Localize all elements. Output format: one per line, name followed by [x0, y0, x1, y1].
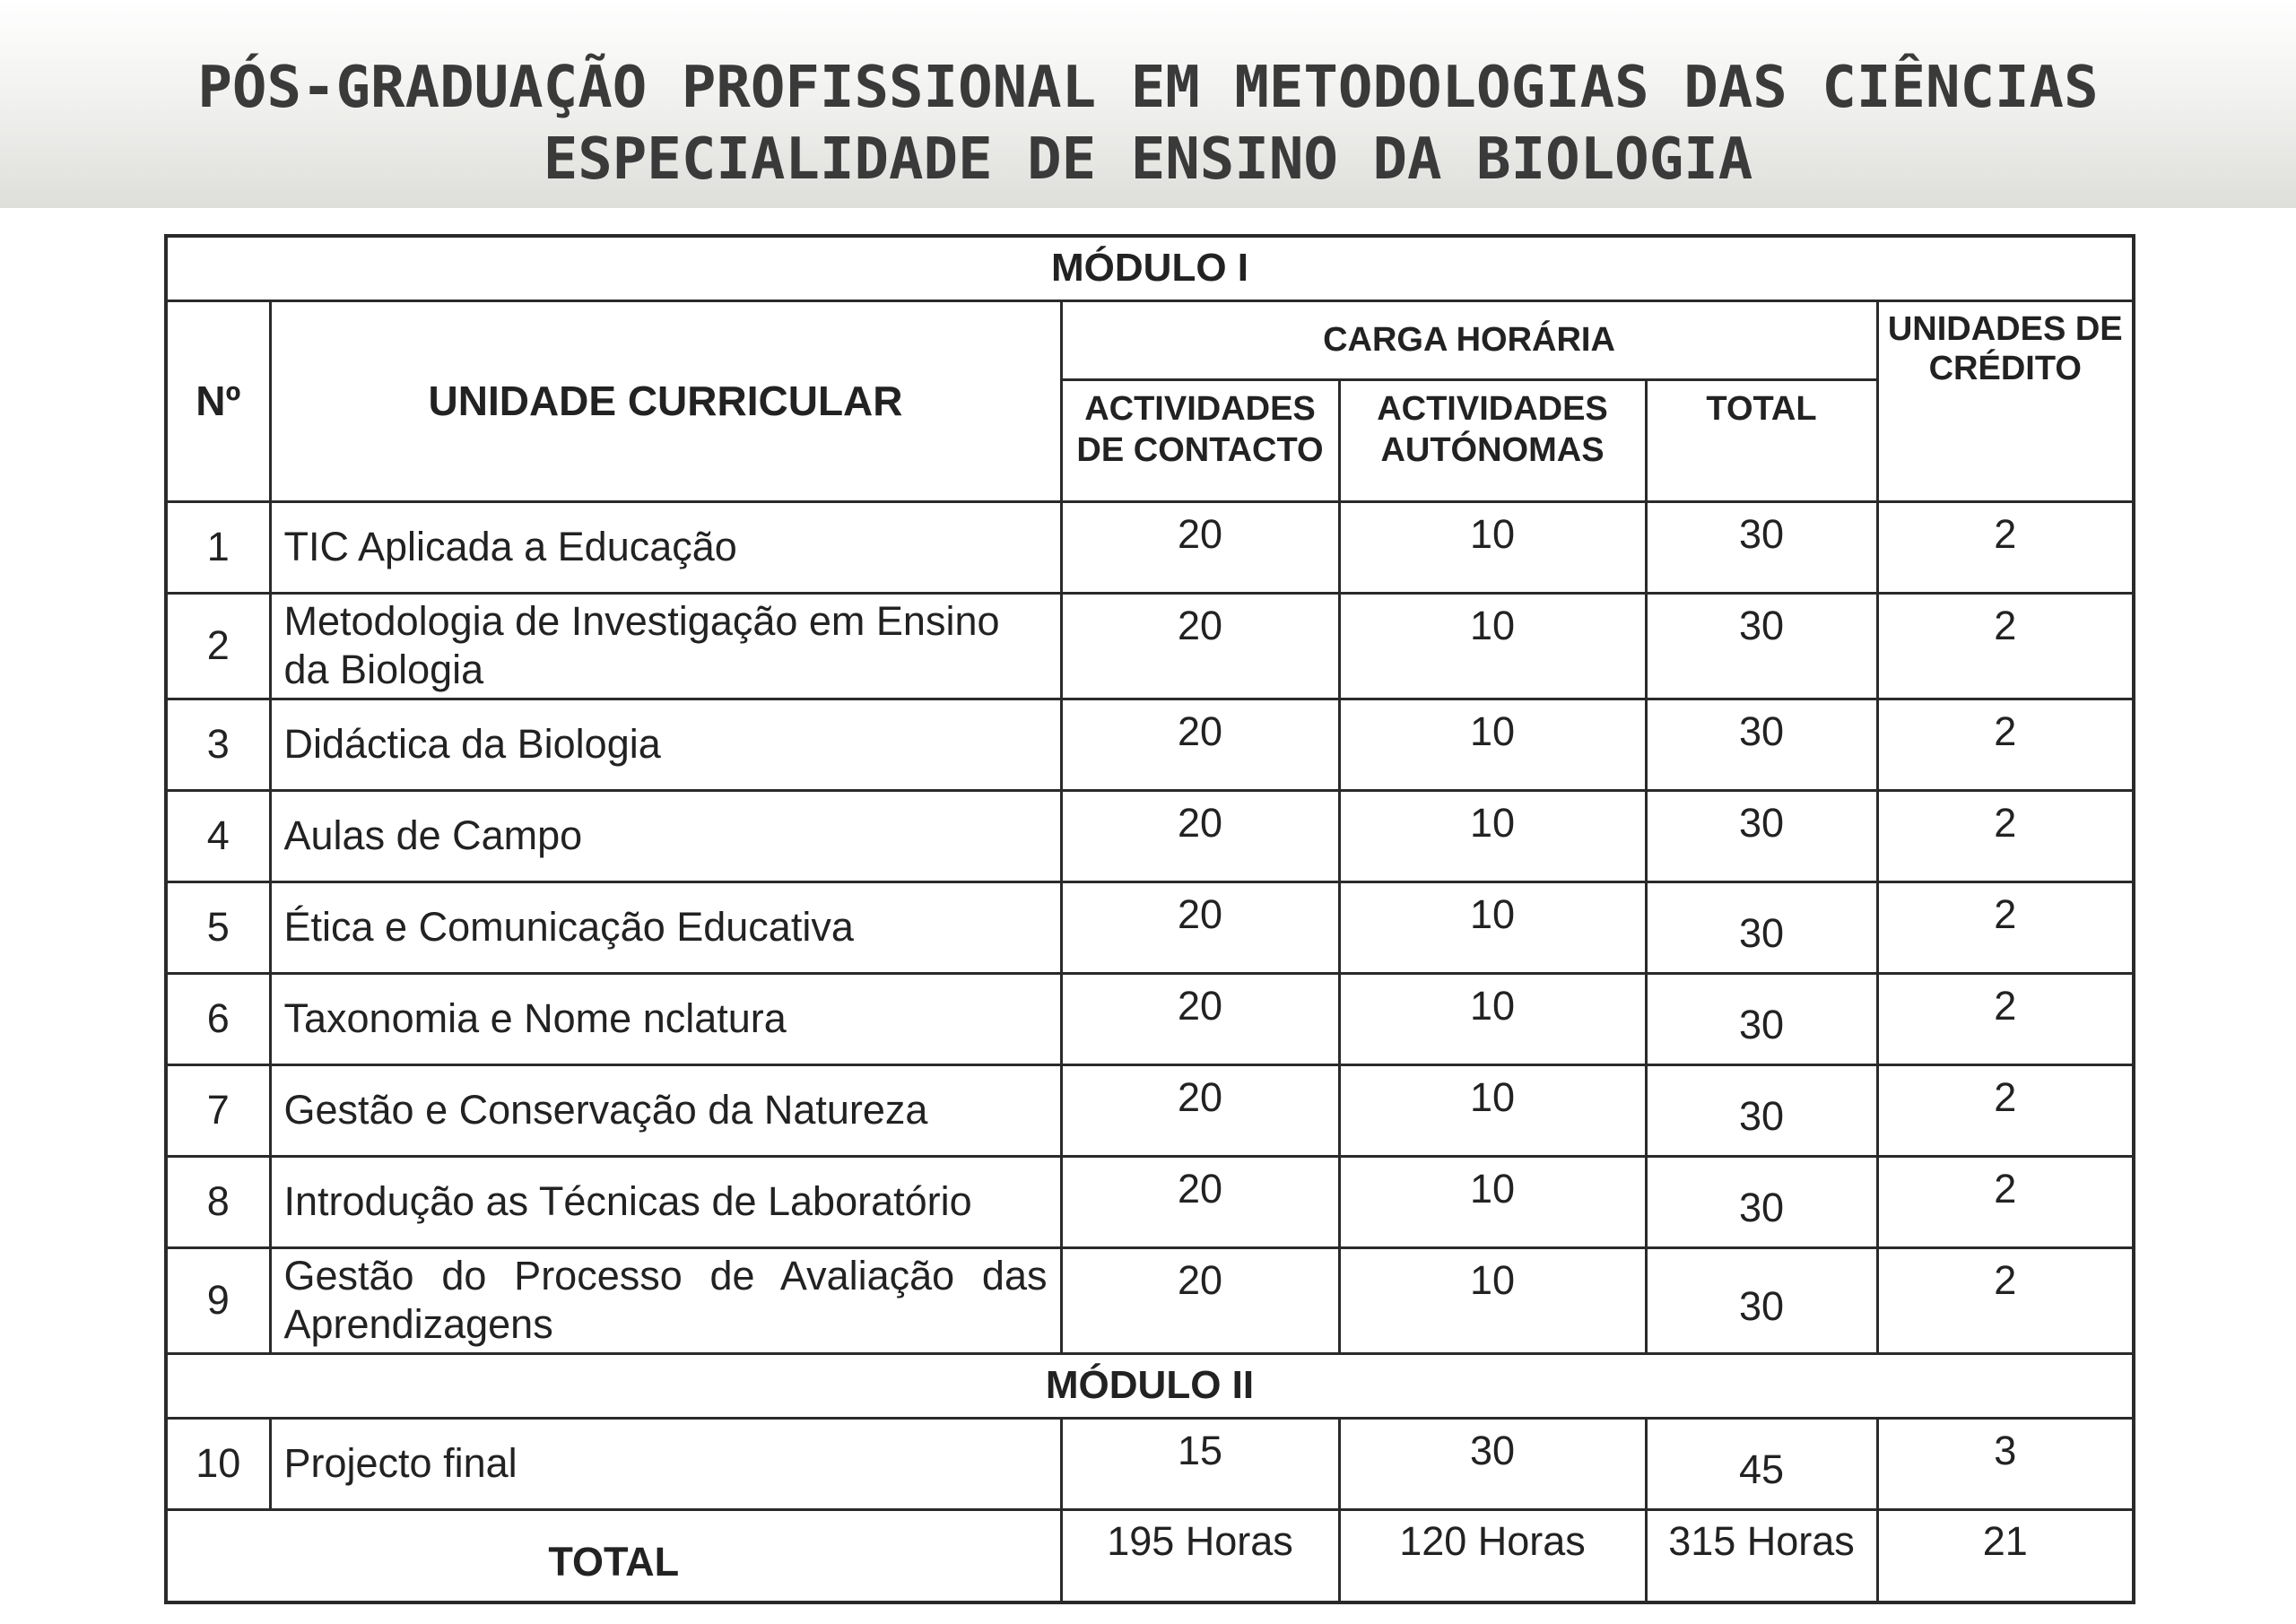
row-total-hours: 45 — [1646, 1418, 1877, 1509]
totals-credit: 21 — [1877, 1509, 2134, 1602]
row-credit-units: 2 — [1877, 501, 2134, 593]
row-number: 2 — [166, 593, 270, 699]
column-header-row — [166, 300, 2134, 379]
row-number: 7 — [166, 1064, 270, 1156]
row-contact-hours: 20 — [1061, 699, 1339, 790]
row-number: 6 — [166, 973, 270, 1064]
table-row — [166, 1418, 2134, 1509]
page-title-line-2: ESPECIALIDADE DE ENSINO DA BIOLOGIA — [543, 126, 1753, 193]
table-row — [166, 1064, 2134, 1156]
row-total-hours: 30 — [1646, 881, 1877, 973]
table-row — [166, 501, 2134, 593]
row-total-hours: 30 — [1646, 501, 1877, 593]
row-total-hours: 30 — [1646, 1064, 1877, 1156]
row-contact-hours: 20 — [1061, 501, 1339, 593]
row-contact-hours: 15 — [1061, 1418, 1339, 1509]
row-credit-units: 2 — [1877, 1064, 2134, 1156]
row-curricular-unit: Gestão do Processo de Avaliação das Aprendizagens — [270, 1247, 1061, 1353]
row-curricular-unit: Aulas de Campo — [270, 790, 1061, 881]
module-1-header-row — [166, 236, 2134, 300]
row-number: 8 — [166, 1156, 270, 1247]
row-total-hours: 30 — [1646, 699, 1877, 790]
row-number: 5 — [166, 881, 270, 973]
totals-section — [166, 1509, 2134, 1602]
row-total-hours: 30 — [1646, 1156, 1877, 1247]
table-row — [166, 790, 2134, 881]
row-autonomous-hours: 10 — [1339, 973, 1646, 1064]
table-row — [166, 699, 2134, 790]
row-curricular-unit: TIC Aplicada a Educação — [270, 501, 1061, 593]
row-contact-hours: 20 — [1061, 1156, 1339, 1247]
row-curricular-unit: Taxonomia e Nome nclatura — [270, 973, 1061, 1064]
row-curricular-unit: Projecto final — [270, 1418, 1061, 1509]
table-row — [166, 593, 2134, 699]
table-row — [166, 1247, 2134, 1353]
totals-total: 315 Horas — [1646, 1509, 1877, 1602]
row-autonomous-hours: 10 — [1339, 1156, 1646, 1247]
totals-autonomous: 120 Horas — [1339, 1509, 1646, 1602]
row-total-hours: 30 — [1646, 973, 1877, 1064]
row-total-hours: 30 — [1646, 593, 1877, 699]
row-autonomous-hours: 10 — [1339, 699, 1646, 790]
row-credit-units: 2 — [1877, 1156, 2134, 1247]
header-contact-activities: ACTIVIDADES DE CONTACTO — [1061, 379, 1339, 501]
row-contact-hours: 20 — [1061, 593, 1339, 699]
row-credit-units: 3 — [1877, 1418, 2134, 1509]
totals-row — [166, 1509, 2134, 1602]
row-number: 10 — [166, 1418, 270, 1509]
module-1-body — [166, 501, 2134, 1353]
row-contact-hours: 20 — [1061, 881, 1339, 973]
row-autonomous-hours: 10 — [1339, 790, 1646, 881]
module-1-title: MÓDULO I — [166, 236, 2134, 300]
row-total-hours: 30 — [1646, 790, 1877, 881]
row-number: 1 — [166, 501, 270, 593]
row-curricular-unit: Didáctica da Biologia — [270, 699, 1061, 790]
row-number: 3 — [166, 699, 270, 790]
header-credit-units: UNIDADES DE CRÉDITO — [1877, 300, 2134, 501]
module-2-header-row — [166, 1353, 2134, 1418]
row-credit-units: 2 — [1877, 790, 2134, 881]
module-2-section — [166, 1353, 2134, 1418]
row-contact-hours: 20 — [1061, 1064, 1339, 1156]
page-title — [0, 52, 2296, 195]
row-autonomous-hours: 30 — [1339, 1418, 1646, 1509]
row-contact-hours: 20 — [1061, 1247, 1339, 1353]
row-autonomous-hours: 10 — [1339, 881, 1646, 973]
row-curricular-unit: Gestão e Conservação da Natureza — [270, 1064, 1061, 1156]
totals-contact: 195 Horas — [1061, 1509, 1339, 1602]
row-number: 4 — [166, 790, 270, 881]
row-credit-units: 2 — [1877, 699, 2134, 790]
row-credit-units: 2 — [1877, 593, 2134, 699]
row-contact-hours: 20 — [1061, 790, 1339, 881]
table-row — [166, 1156, 2134, 1247]
module-2-body — [166, 1418, 2134, 1509]
table-row — [166, 973, 2134, 1064]
curriculum-table — [164, 234, 2135, 1604]
page-title-line-1: PÓS-GRADUAÇÃO PROFISSIONAL EM METODOLOGIAS DAS CIÊNCIAS — [197, 55, 2099, 121]
table-row — [166, 881, 2134, 973]
row-credit-units: 2 — [1877, 973, 2134, 1064]
row-autonomous-hours: 10 — [1339, 1247, 1646, 1353]
row-number: 9 — [166, 1247, 270, 1353]
header-autonomous-activities: ACTIVIDADES AUTÓNOMAS — [1339, 379, 1646, 501]
row-credit-units: 2 — [1877, 881, 2134, 973]
header-curricular-unit: UNIDADE CURRICULAR — [270, 300, 1061, 501]
row-curricular-unit: Ética e Comunicação Educativa — [270, 881, 1061, 973]
row-total-hours: 30 — [1646, 1247, 1877, 1353]
row-autonomous-hours: 10 — [1339, 593, 1646, 699]
header-total: TOTAL — [1646, 379, 1877, 501]
totals-label: TOTAL — [166, 1509, 1061, 1602]
row-autonomous-hours: 10 — [1339, 501, 1646, 593]
header-number: Nº — [166, 300, 270, 501]
header-workload: CARGA HORÁRIA — [1061, 300, 1877, 379]
row-curricular-unit: Introdução as Técnicas de Laboratório — [270, 1156, 1061, 1247]
row-curricular-unit: Metodologia de Investigação em Ensino da Biologia — [270, 593, 1061, 699]
module-2-title: MÓDULO II — [166, 1353, 2134, 1418]
row-credit-units: 2 — [1877, 1247, 2134, 1353]
row-contact-hours: 20 — [1061, 973, 1339, 1064]
row-autonomous-hours: 10 — [1339, 1064, 1646, 1156]
